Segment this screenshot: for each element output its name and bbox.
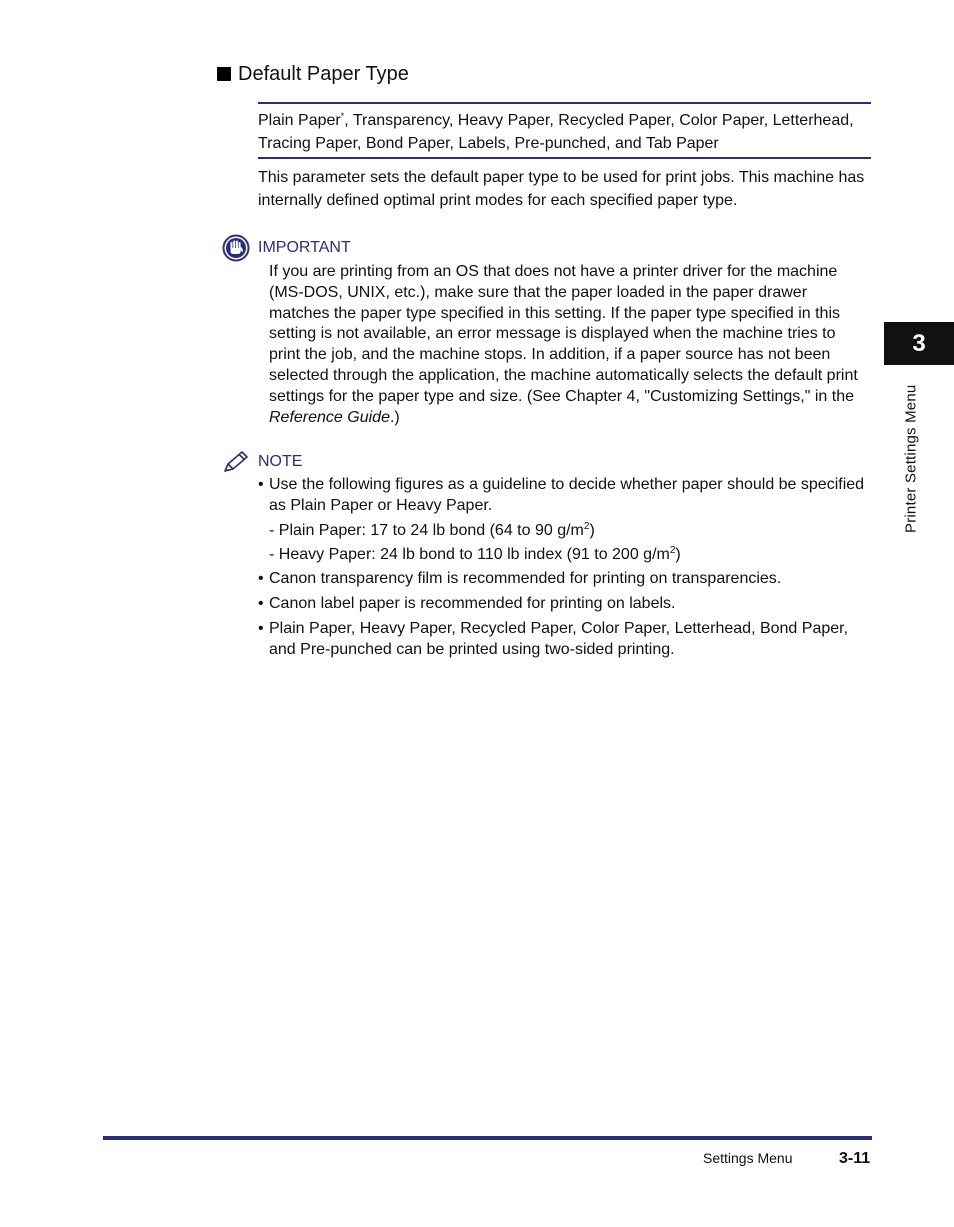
footer-section: Settings Menu	[703, 1150, 793, 1166]
sub-item-text: - Heavy Paper: 24 lb bond to 110 lb index (91 to 200 g/m	[269, 546, 670, 563]
chapter-side-label: Printer Settings Menu	[902, 384, 920, 533]
important-label-text: IMPORTANT	[258, 239, 351, 256]
option-rest: , Transparency, Heavy Paper, Recycled Paper, Color Paper, Letterhead, Tracing Paper, Bond Paper, Labels, Pre-punched, and Tab Paper	[258, 112, 854, 152]
list-item-text: Canon label paper is recommended for printing on labels.	[269, 595, 676, 612]
bullet-icon: •	[258, 570, 264, 587]
square-bullet-icon	[217, 67, 231, 81]
asterisk-mark: *	[340, 111, 345, 121]
superscript: 2	[583, 521, 590, 532]
chapter-tab	[884, 322, 954, 365]
important-text	[269, 262, 869, 428]
pencil-icon	[222, 450, 250, 474]
section-heading-text: Default Paper Type	[238, 63, 409, 85]
important-label	[222, 234, 351, 262]
bullet-icon: •	[258, 595, 264, 612]
list-item-text: Plain Paper, Heavy Paper, Recycled Paper, Color Paper, Letterhead, Bond Paper, and Pre-punched can be printed using two-sided printing.	[269, 620, 849, 658]
sub-item-plain	[258, 520, 873, 541]
description: This parameter sets the default paper type to be used for print jobs. This machine has internally defined optimal print modes for each specified paper type.	[258, 169, 865, 209]
list-item-text: Use the following figures as a guideline to decide whether paper should be specified as Plain Paper or Heavy Paper.	[269, 476, 865, 514]
option-first: Plain Paper	[258, 112, 341, 129]
list-item	[258, 474, 873, 516]
note-label-text: NOTE	[258, 453, 303, 470]
note-label	[222, 450, 302, 474]
superscript: 2	[669, 545, 676, 556]
list-item	[258, 618, 873, 660]
bullet-icon: •	[258, 620, 264, 637]
footer-rule	[103, 1136, 872, 1140]
chapter-number: 3	[912, 329, 926, 357]
bullet-icon: •	[258, 476, 264, 493]
paper-type-options	[258, 102, 871, 159]
sub-item-text: - Plain Paper: 17 to 24 lb bond (64 to 90 g/m	[269, 522, 584, 539]
page-number: 3-11	[839, 1150, 871, 1167]
list-item	[258, 593, 873, 614]
section-heading	[217, 62, 409, 86]
important-text-main: If you are printing from an OS that does not have a printer driver for the machine (MS-DOS, UNIX, etc.), make sure that the paper loaded in the paper drawer matches the paper type specified in this setting. If the paper type specified in this setting is not available, an error message is displayed when the machine tries to print the job, and the machine stops. In addition, if a paper source has not been selected through the application, the machine automatically selects the default print settings for the paper type and size. (See Chapter 4, "Customizing Settings," in the	[269, 263, 858, 405]
note-list	[258, 474, 873, 664]
list-item	[258, 568, 873, 589]
sub-item-heavy	[258, 544, 873, 565]
sub-item-close: )	[589, 522, 595, 539]
hand-stop-icon	[222, 234, 250, 262]
important-text-end: .)	[389, 408, 400, 426]
sub-item-close: )	[675, 546, 681, 563]
list-item-text: Canon transparency film is recommended for printing on transparencies.	[269, 570, 782, 587]
reference-guide-title: Reference Guide	[269, 408, 390, 426]
